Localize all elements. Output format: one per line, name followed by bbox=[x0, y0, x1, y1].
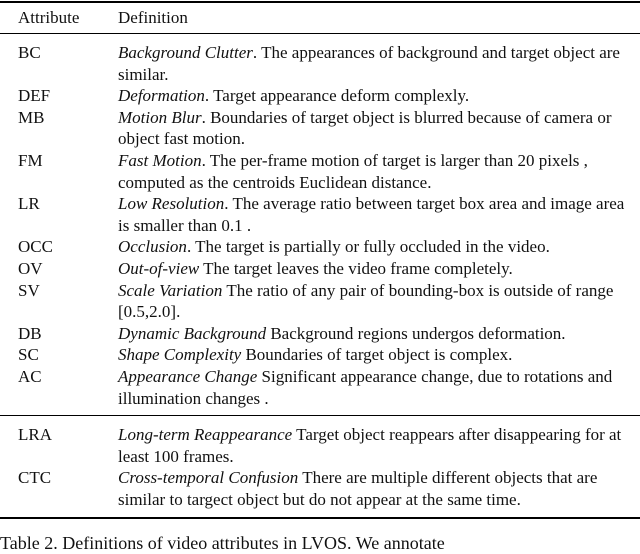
attribute-definition: Motion Blur. Boundaries of target object is blurred because of camera or object fast motion. bbox=[118, 107, 612, 149]
definition-text: Target appearance deform complexly. bbox=[213, 86, 470, 106]
table-row bbox=[0, 236, 640, 258]
definition-text: Boundaries of target object is complex. bbox=[245, 345, 513, 365]
attribute-abbr: SC bbox=[18, 345, 39, 365]
attribute-abbr: DEF bbox=[18, 86, 51, 106]
attribute-abbr: LRA bbox=[18, 425, 52, 444]
attribute-term: Fast Motion bbox=[118, 150, 202, 170]
attribute-abbr: SV bbox=[18, 280, 40, 300]
table-caption: Table 2. Definitions of video attributes in LVOS. We annotate bbox=[0, 533, 445, 553]
table-row bbox=[0, 344, 640, 366]
table-row bbox=[0, 85, 640, 107]
attribute-term: Low Resolution bbox=[118, 194, 225, 214]
attribute-definition: Fast Motion. The per-frame motion of target is larger than 20 pixels , computed as the centroids Euclidean distance. bbox=[118, 150, 588, 192]
definition-text: The appearances of background and target object are similar. bbox=[118, 43, 620, 84]
attribute-abbr: OCC bbox=[18, 237, 53, 257]
attribute-abbr: CTC bbox=[18, 468, 52, 488]
attribute-definition bbox=[118, 467, 626, 510]
attribute-term: Occlusion bbox=[118, 237, 187, 257]
attribute-abbr: MB bbox=[18, 107, 45, 127]
attribute-term: Scale Variation bbox=[118, 280, 223, 300]
table-row bbox=[0, 42, 640, 85]
definition-text: The ratio of any pair of bounding-box is outside of range [0.5,2.0]. bbox=[118, 280, 614, 322]
table-row bbox=[0, 366, 640, 409]
top-rule bbox=[0, 1, 640, 3]
attribute-term: Out-of-view bbox=[118, 258, 200, 278]
attribute-term: Cross-temporal Confusion bbox=[118, 468, 299, 488]
table-row bbox=[0, 280, 640, 323]
attribute-definition bbox=[118, 366, 626, 409]
definition-text: The target is partially or fully occluded in the video. bbox=[195, 237, 550, 257]
definition-text: Background regions undergos deformation. bbox=[270, 323, 566, 343]
definition-text: The per-frame motion of target is larger than 20 pixels , computed as the centroids Euclidean distance. bbox=[118, 150, 588, 192]
attribute-abbr: OV bbox=[18, 258, 43, 278]
table-row bbox=[0, 323, 640, 345]
definition-text: The target leaves the video frame completely. bbox=[203, 258, 513, 278]
attribute-term: Background Clutter bbox=[118, 43, 253, 62]
attribute-definition bbox=[118, 424, 626, 467]
attribute-term: Motion Blur bbox=[118, 107, 202, 127]
attribute-abbr: AC bbox=[18, 366, 42, 386]
definition-text: Significant appearance change, due to rotations and illumination changes . bbox=[118, 366, 613, 408]
header-definition: Definition bbox=[118, 8, 188, 27]
attribute-definition bbox=[118, 280, 626, 323]
table-row bbox=[0, 107, 640, 150]
table-row bbox=[0, 467, 640, 510]
table-row bbox=[0, 193, 640, 236]
header-rule bbox=[0, 33, 640, 34]
definition-text: The average ratio between target box area and image area is smaller than 0.1 . bbox=[118, 194, 625, 235]
group-separator-rule bbox=[0, 415, 640, 416]
attribute-term: Shape Complexity bbox=[118, 345, 242, 365]
attribute-definition: Occlusion. The target is partially or fully occluded in the video. bbox=[118, 237, 550, 257]
definition-text: There are multiple different objects that are similar to targect object but do not appear at the same time. bbox=[118, 468, 598, 509]
attribute-definition bbox=[118, 258, 626, 280]
attribute-definition: Low Resolution. The average ratio between target box area and image area is smaller than 0.1 . bbox=[118, 194, 625, 235]
attribute-term: Deformation bbox=[118, 86, 205, 106]
attribute-abbr: BC bbox=[18, 43, 41, 62]
attribute-abbr: LR bbox=[18, 194, 40, 214]
definition-text: Boundaries of target object is blurred because of camera or object fast motion. bbox=[118, 107, 612, 149]
attribute-abbr: DB bbox=[18, 323, 42, 343]
bottom-rule bbox=[0, 517, 640, 519]
attribute-definition: Background Clutter. The appearances of background and target object are similar. bbox=[118, 43, 620, 84]
attribute-definition bbox=[118, 323, 626, 345]
group-standard-attributes bbox=[0, 42, 640, 409]
attribute-abbr: FM bbox=[18, 150, 43, 170]
attribute-term: Long-term Reappearance bbox=[118, 425, 293, 444]
table-row bbox=[0, 150, 640, 193]
attribute-definition: Deformation. Target appearance deform complexly. bbox=[118, 86, 470, 106]
group-long-term-attributes bbox=[0, 424, 640, 510]
definition-text: Target object reappears after disappearing for at least 100 frames. bbox=[118, 425, 622, 466]
table-row bbox=[0, 424, 640, 467]
attribute-term: Dynamic Background bbox=[118, 323, 267, 343]
attribute-definition bbox=[118, 344, 626, 366]
table-row bbox=[0, 258, 640, 280]
attribute-term: Appearance Change bbox=[118, 366, 258, 386]
header-attribute: Attribute bbox=[18, 8, 80, 27]
